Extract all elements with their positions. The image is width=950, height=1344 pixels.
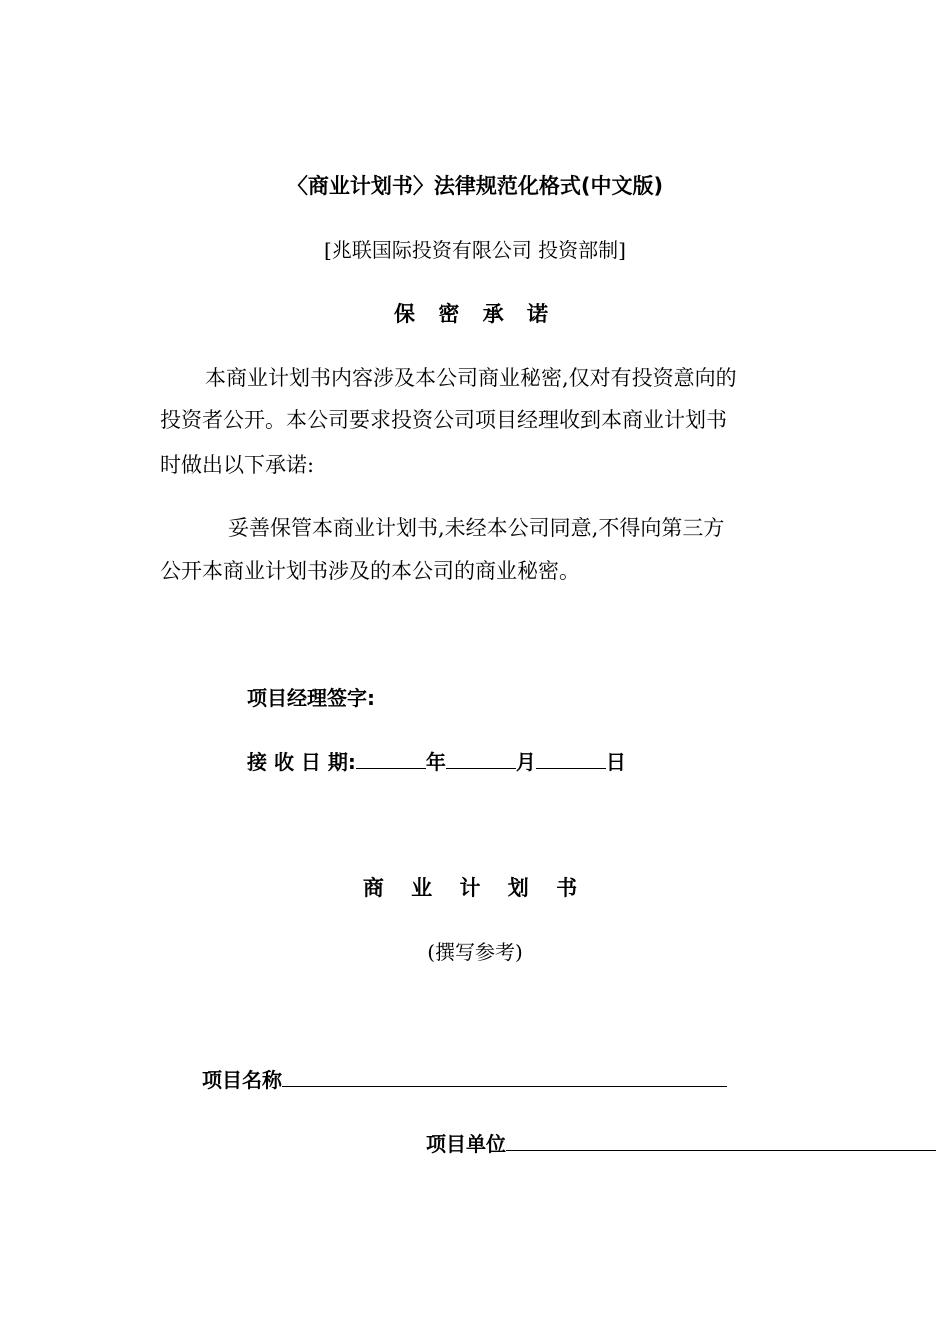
project-unit-row xyxy=(426,1134,936,1154)
project-unit-label: 项目单位 xyxy=(426,1132,506,1156)
receipt-date-label: 接 收 日 期: xyxy=(247,750,356,774)
project-name-label: 项目名称 xyxy=(202,1068,282,1092)
document-title: 〈商业计划书〉法律规范化格式(中文版) xyxy=(286,174,664,198)
paragraph1-line3: 时做出以下承诺: xyxy=(160,453,315,477)
signature-label: 项目经理签字: xyxy=(247,686,375,710)
year-blank[interactable] xyxy=(356,767,426,769)
paragraph2-line2: 公开本商业计划书涉及的本公司的商业秘密。 xyxy=(160,559,580,583)
day-label: 日 xyxy=(605,750,626,774)
confidentiality-heading: 保 密 承 诺 xyxy=(394,302,556,326)
business-plan-subtitle: (撰写参考) xyxy=(427,940,523,964)
year-label: 年 xyxy=(425,750,446,774)
paragraph2-line1: 妥善保管本商业计划书,未经本公司同意,不得向第三方 xyxy=(228,516,725,540)
project-unit-blank[interactable] xyxy=(506,1149,936,1151)
month-label: 月 xyxy=(515,750,536,774)
project-name-blank[interactable] xyxy=(282,1085,727,1087)
project-name-row xyxy=(202,1070,727,1090)
business-plan-title: 商 业 计 划 书 xyxy=(362,876,588,900)
month-blank[interactable] xyxy=(446,767,516,769)
receipt-date-row xyxy=(247,752,626,772)
paragraph1-line1: 本商业计划书内容涉及本公司商业秘密,仅对有投资意向的 xyxy=(205,366,737,390)
day-blank[interactable] xyxy=(536,767,606,769)
paragraph1-line2: 投资者公开。本公司要求投资公司项目经理收到本商业计划书 xyxy=(160,408,727,432)
document-subtitle: [兆联国际投资有限公司 投资部制] xyxy=(324,238,626,262)
